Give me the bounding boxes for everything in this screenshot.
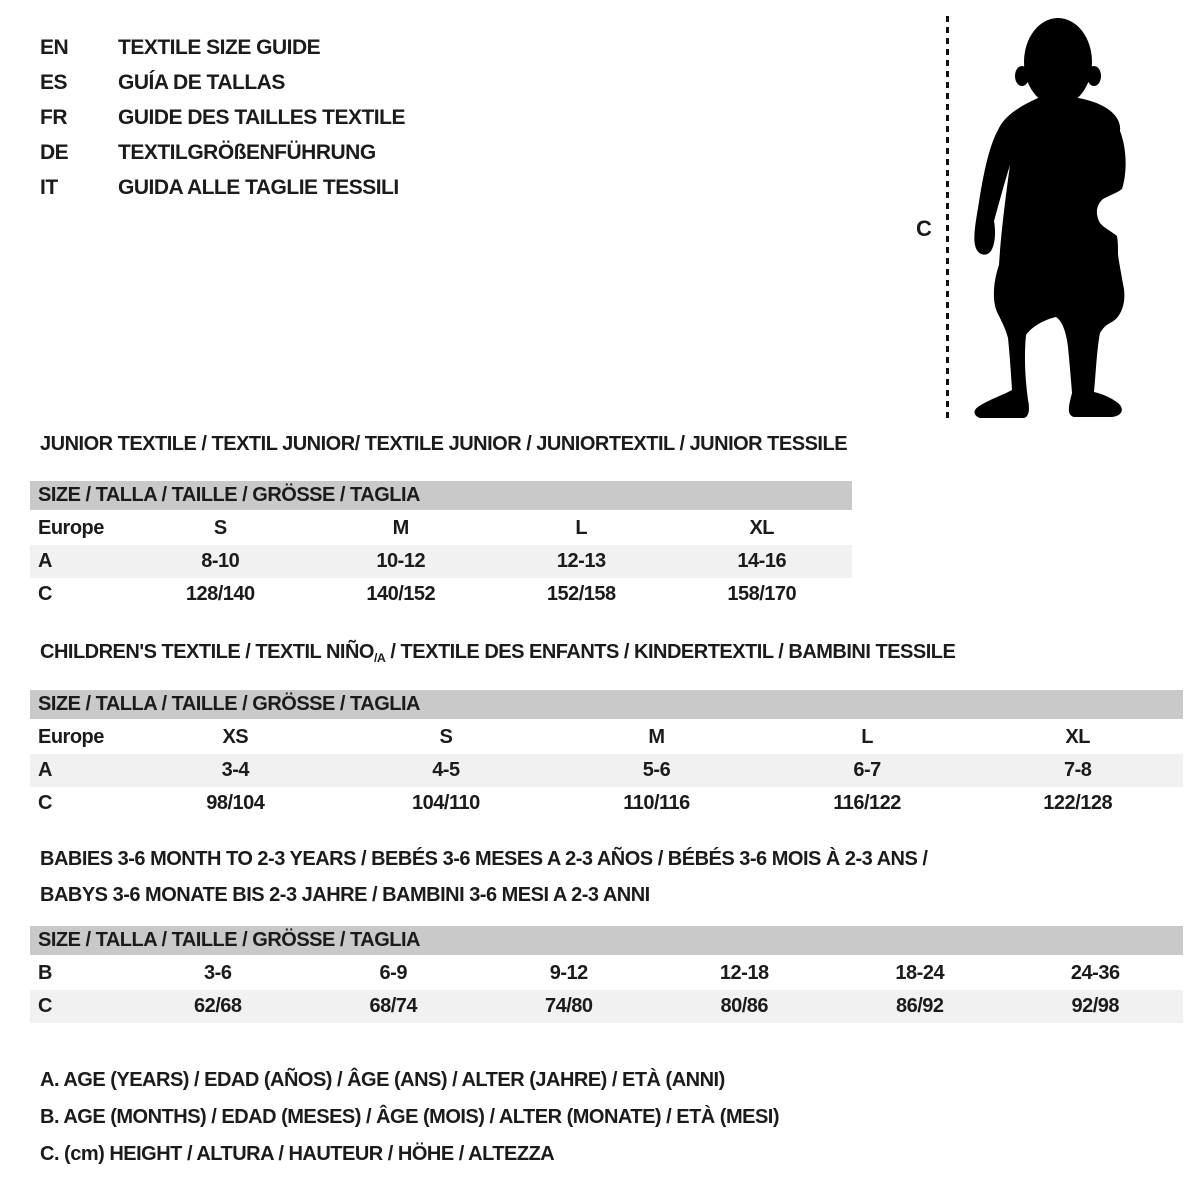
height-cell: 62/68 [193,995,242,1017]
junior-table [30,512,852,611]
row-label: Europe [38,517,104,539]
table-row-europe [30,721,1183,754]
height-cell: 80/86 [720,995,769,1017]
months-cell: 24-36 [1070,962,1120,984]
language-row-fr [40,100,405,135]
legend-line-b: B. AGE (MONTHS) / EDAD (MESES) / ÂGE (MOIS) / ALTER (MONATE) / ETÀ (MESI) [40,1106,780,1128]
size-cell: S [213,517,227,539]
row-label: A [38,759,52,781]
table-row-height [30,990,1183,1023]
size-cell: XL [1065,726,1090,748]
language-row-es [40,65,405,100]
size-cell: S [439,726,453,748]
language-code: ES [40,70,68,94]
row-label: A [38,550,52,572]
size-cell: M [648,726,665,748]
height-measure-label: C [916,216,932,241]
table-row-height [30,578,852,611]
age-cell: 10-12 [376,550,426,572]
language-code: EN [40,35,69,59]
children-table [30,721,1183,820]
language-row-it [40,170,405,205]
size-cell: XS [222,726,249,748]
size-cell: L [575,517,588,539]
language-title: TEXTILGRÖßENFÜHRUNG [118,140,376,164]
language-code: IT [40,175,58,199]
children-title-subscript: /A [373,651,386,665]
months-cell: 12-18 [719,962,769,984]
age-cell: 7-8 [1063,759,1092,781]
language-code: DE [40,140,69,164]
height-measure-dashed-line [946,16,949,418]
language-title: TEXTILE SIZE GUIDE [118,35,321,59]
children-title-part2: / TEXTILE DES ENFANTS / KINDERTEXTIL / BAMBINI TESSILE [385,641,956,663]
height-cell: 116/122 [833,792,901,814]
months-cell: 3-6 [204,962,232,984]
age-cell: 4-5 [432,759,460,781]
row-label: C [38,995,52,1017]
babies-table [30,957,1183,1023]
row-label: C [38,583,52,605]
children-size-table [30,690,1183,820]
language-row-de [40,135,405,170]
junior-size-table [30,481,852,611]
months-cell: 6-9 [379,962,407,984]
language-title: GUIDE DES TAILLES TEXTILE [118,105,405,129]
legend [40,1062,779,1173]
size-cell: XL [749,517,775,539]
children-section-title [40,641,955,665]
language-header [40,30,405,205]
toddler-head [1024,18,1092,106]
language-row-en [40,30,405,65]
language-title: GUIDA ALLE TAGLIE TESSILI [118,175,399,199]
height-cell: 140/152 [366,583,436,605]
height-cell: 122/128 [1043,792,1113,814]
row-label: B [38,962,52,984]
legend-line-c: C. (cm) HEIGHT / ALTURA / HAUTEUR / HÖHE / ALTEZZA [40,1143,555,1165]
row-label: C [38,792,52,814]
height-cell: 68/74 [369,995,418,1017]
junior-section-title: JUNIOR TEXTILE / TEXTIL JUNIOR/ TEXTILE JUNIOR / JUNIORTEXTIL / JUNIOR TESSILE [40,433,848,455]
junior-size-header-bar: SIZE / TALLA / TAILLE / GRÖSSE / TAGLIA [30,481,852,510]
height-cell: 128/140 [185,583,255,605]
toddler-ear-left [1015,66,1029,86]
age-cell: 8-10 [201,550,240,572]
toddler-silhouette-image [972,18,1140,420]
table-row-height [30,787,1183,820]
language-title: GUÍA DE TALLAS [118,70,285,94]
height-cell: 74/80 [544,995,593,1017]
babies-size-header-bar: SIZE / TALLA / TAILLE / GRÖSSE / TAGLIA [30,926,1183,955]
children-size-header-bar: SIZE / TALLA / TAILLE / GRÖSSE / TAGLIA [30,690,1183,719]
toddler-ear-right [1087,66,1101,86]
age-cell: 6-7 [853,759,881,781]
size-cell: L [861,726,873,748]
months-cell: 18-24 [895,962,945,984]
table-row-months [30,957,1183,990]
height-cell: 92/98 [1071,995,1120,1017]
table-row-age [30,754,1183,787]
height-cell: 86/92 [895,995,944,1017]
age-cell: 3-4 [221,759,249,781]
table-row-europe [30,512,852,545]
height-cell: 158/170 [727,583,797,605]
height-cell: 104/110 [412,792,480,814]
babies-section-title-line1: BABIES 3-6 MONTH TO 2-3 YEARS / BEBÉS 3-6 MESES A 2-3 AÑOS / BÉBÉS 3-6 MOIS À 2-3 ANS / [40,848,928,870]
height-cell: 98/104 [206,792,265,814]
age-cell: 12-13 [556,550,606,572]
children-title-part1: CHILDREN'S TEXTILE / TEXTIL NIÑO [40,641,374,663]
table-row-age [30,545,852,578]
age-cell: 14-16 [737,550,787,572]
babies-size-table [30,926,1183,1023]
height-cell: 152/158 [546,583,616,605]
height-cell: 110/116 [623,792,690,814]
legend-line-a: A. AGE (YEARS) / EDAD (AÑOS) / ÂGE (ANS) / ALTER (JAHRE) / ETÀ (ANNI) [40,1069,725,1091]
row-label: Europe [38,726,104,748]
months-cell: 9-12 [549,962,588,984]
babies-section-title-line2: BABYS 3-6 MONATE BIS 2-3 JAHRE / BAMBINI 3-6 MESI A 2-3 ANNI [40,884,650,906]
language-code: FR [40,105,67,129]
size-cell: M [392,517,409,539]
toddler-body [974,98,1125,418]
age-cell: 5-6 [642,759,671,781]
